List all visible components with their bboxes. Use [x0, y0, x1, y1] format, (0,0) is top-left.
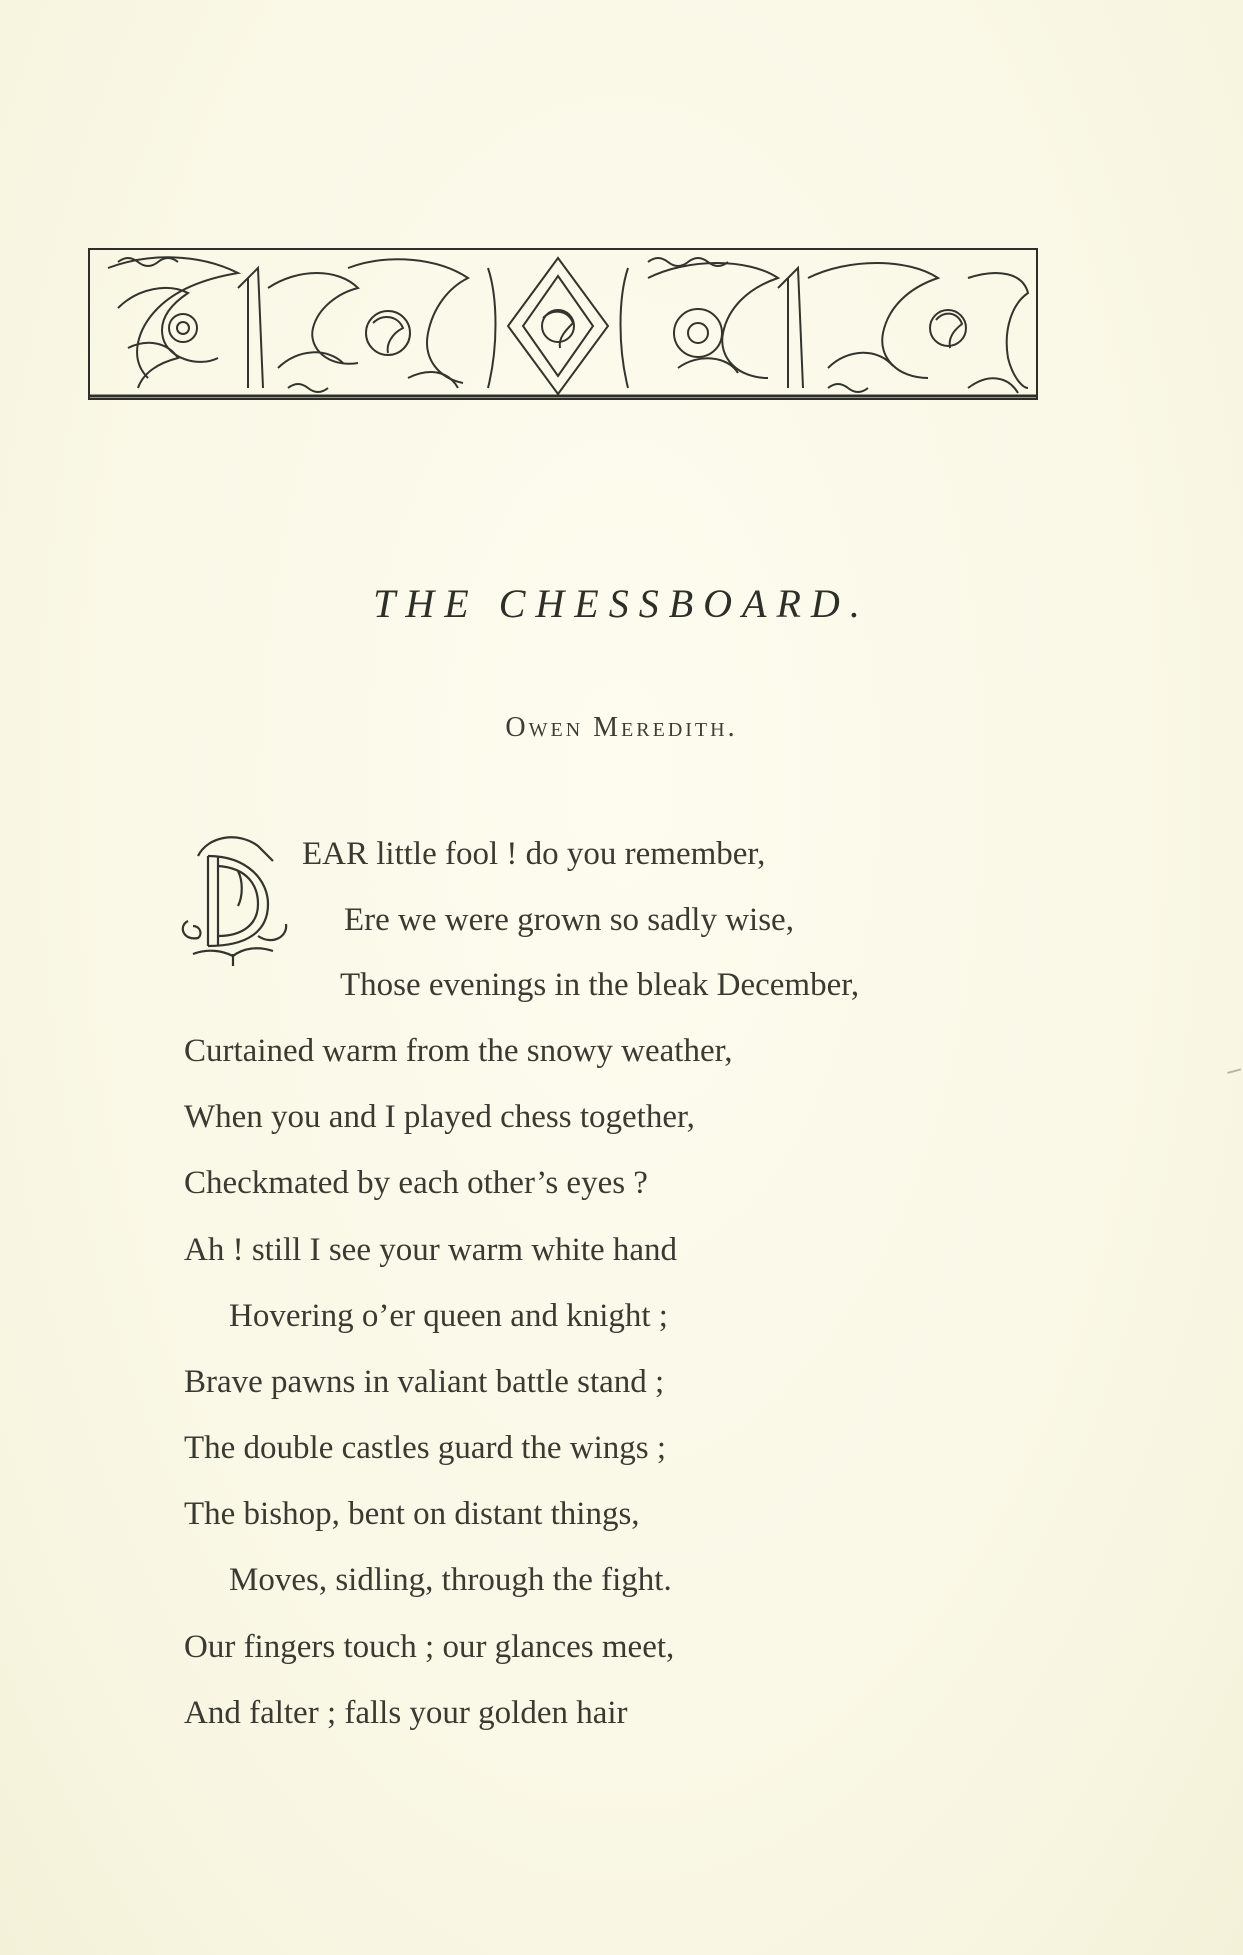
poem-author: Owen Meredith. [505, 712, 738, 743]
poem-line: Brave pawns in valiant battle stand ; [184, 1364, 665, 1400]
poem-line: And falter ; falls your golden hair [184, 1695, 628, 1731]
poem-line: Checkmated by each other’s eyes ? [184, 1165, 648, 1201]
page-blemish [1227, 1068, 1243, 1079]
poem-line: Ere we were grown so sadly wise, [344, 902, 794, 938]
poem-line: The double castles guard the wings ; [184, 1430, 667, 1466]
poem-line: EAR little fool ! do you remember, [302, 836, 766, 872]
decorated-initial-d-icon [178, 826, 298, 966]
poem-line: Hovering o’er queen and knight ; [229, 1298, 668, 1334]
poem-line: Ah ! still I see your warm white hand [184, 1232, 678, 1268]
poem-line: Our fingers touch ; our glances meet, [184, 1629, 675, 1665]
poem-line: Moves, sidling, through the fight. [229, 1562, 672, 1598]
poem-line: When you and I played chess together, [184, 1099, 695, 1135]
poem-title: THE CHESSBOARD. [373, 581, 870, 626]
poem-line: Those evenings in the bleak December, [340, 967, 860, 1003]
poem-line: The bishop, bent on distant things, [184, 1496, 640, 1532]
ornamental-header-band-icon [88, 248, 1040, 404]
poem-line: Curtained warm from the snowy weather, [184, 1033, 733, 1069]
